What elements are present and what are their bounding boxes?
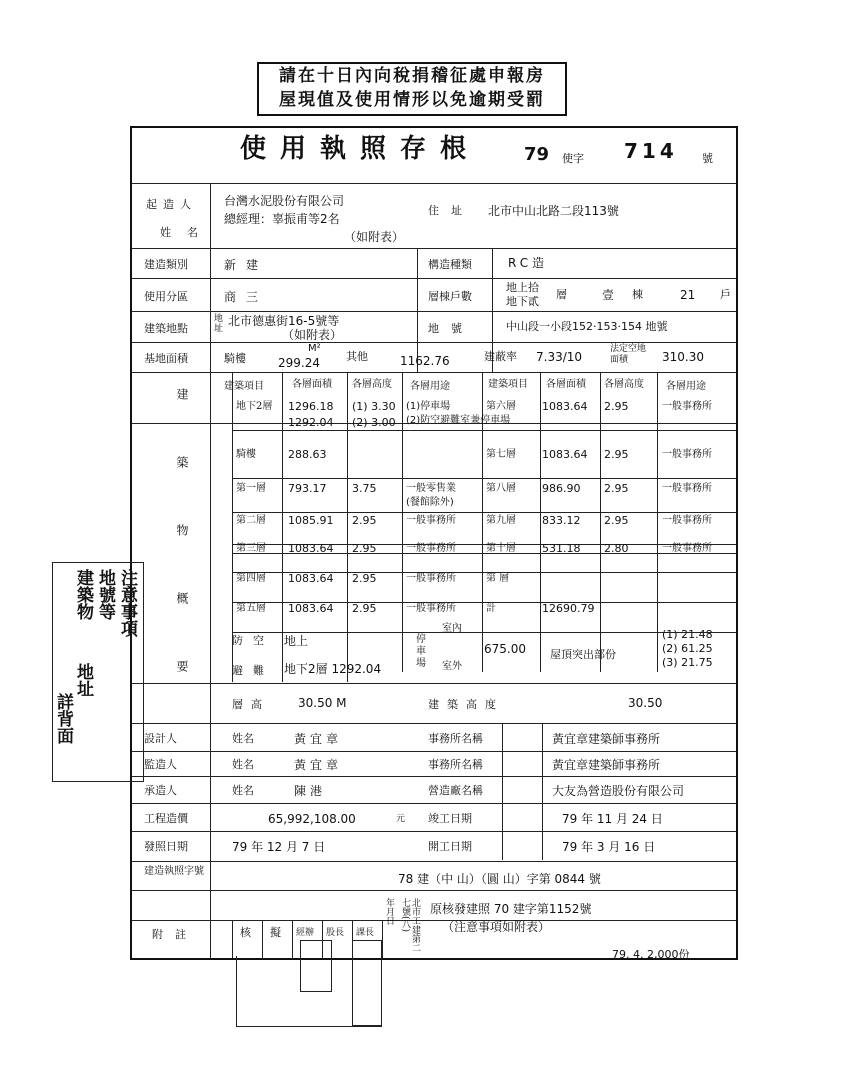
floor-label: 第二層 — [236, 515, 266, 526]
roof-value-2: (2) 61.25 — [662, 642, 713, 655]
permit-label: 建造執照字號 — [144, 866, 204, 877]
floor-area: 833.12 — [542, 514, 581, 527]
supervisor-office-label: 事務所名稱 — [428, 758, 483, 771]
other-value: 1162.76 — [400, 354, 450, 368]
use-zone-value: 商三 — [224, 290, 269, 304]
building-type-value: 新建 — [224, 258, 269, 272]
permit-note: （注意事項如附表） — [442, 920, 551, 934]
floor-label: 第五層 — [236, 603, 266, 614]
start-label: 開工日期 — [428, 840, 472, 853]
stamp-receipt: 北市工建第二七號(八) — [400, 898, 420, 952]
contractor-firm: 大友為營造股份有限公司 — [552, 784, 685, 798]
form-title: 使用執照存根 — [240, 134, 481, 164]
structure-value: RC造 — [508, 256, 549, 270]
section-label: 建築物概要 — [175, 388, 189, 728]
site-attached: （如附表） — [282, 328, 343, 342]
floor-use-2: (餐館除外) — [406, 497, 454, 508]
floor-label: 第一層 — [236, 483, 266, 494]
side-note — [52, 562, 144, 782]
owner-label-a: 起造人 — [146, 198, 197, 211]
site-label: 建築地點 — [144, 322, 188, 335]
contractor-firm-label: 營造廠名稱 — [428, 784, 483, 797]
side-note-col-4: 地址 — [73, 663, 93, 697]
floor-area-2: 1292.04 — [288, 416, 334, 429]
floor-label: 第六層 — [486, 401, 516, 412]
stamp-date-note: 年月日 — [384, 898, 394, 925]
floor-area: 1083.64 — [288, 602, 334, 615]
floor-area: 986.90 — [542, 482, 581, 495]
official-stamp-2 — [352, 940, 382, 1026]
parking-outdoor-label: 室外 — [442, 661, 462, 672]
civil-defense-value: 地上 — [284, 634, 309, 648]
side-note-col-3: 建築物 — [73, 569, 93, 620]
floor-height-2: (2) 3.00 — [352, 416, 396, 429]
official-stamp-1 — [300, 940, 332, 992]
open-space-value: 310.30 — [662, 350, 704, 364]
permit-original: 原核發建照 70 建字第1152號 — [430, 902, 592, 916]
floors-below: 地下貳 — [506, 295, 539, 308]
site-addr-label: 地址 — [214, 314, 224, 334]
roof-label: 屋頂突出部份 — [550, 648, 616, 661]
civil-defense-label: 防空 — [232, 634, 274, 647]
designer-name-label: 姓名 — [232, 732, 254, 745]
supervisor-label: 監造人 — [144, 758, 177, 771]
header-type: 使字 — [562, 152, 584, 165]
floor-use: 一般事務所 — [662, 401, 712, 412]
designer-office-label: 事務所名稱 — [428, 732, 483, 745]
floors-label: 層棟戶數 — [428, 290, 472, 303]
floor-area: 1085.91 — [288, 514, 334, 527]
area-label: 基地面積 — [144, 352, 188, 365]
contractor-name-label: 姓名 — [232, 784, 254, 797]
issue-value: 79 年 12 月 7 日 — [232, 840, 326, 854]
complete-value: 79 年 11 月 24 日 — [562, 812, 663, 826]
floor-area: 1083.64 — [542, 448, 588, 461]
arcade-label: 騎樓 — [224, 352, 246, 365]
floors-above: 地上拾 — [506, 281, 539, 294]
parking-label: 停車場 — [416, 634, 426, 669]
coverage-label: 建蔽率 — [484, 350, 517, 363]
floor-height: 2.95 — [352, 542, 377, 555]
floor-area: 288.63 — [288, 448, 327, 461]
col-use-right: 各層用途 — [666, 381, 706, 392]
parking-indoor-label: 室內 — [442, 623, 462, 634]
designer-office: 黃宜章建築師事務所 — [552, 732, 661, 746]
other-label: 其他 — [346, 350, 368, 363]
owner-name-2: 總經理：辜振甫等2名 — [224, 212, 340, 226]
floor-area: 1296.18 — [288, 400, 334, 413]
complete-label: 竣工日期 — [428, 812, 472, 825]
col-area: 各層面積 — [292, 379, 332, 390]
floor-height: 3.75 — [352, 482, 377, 495]
shelter-value: 地下2層 1292.04 — [284, 662, 382, 676]
floor-use: 一般事務所 — [406, 543, 456, 554]
notice-line-1: 請在十日內向稅捐稽征處申報房 — [279, 66, 545, 86]
floor-use: 一般事務所 — [406, 603, 456, 614]
floor-label: 第七層 — [486, 449, 516, 460]
floor-use: (1)停車場 — [406, 401, 451, 412]
roof-value-3: (3) 21.75 — [662, 656, 713, 669]
floor-use: 一般事務所 — [662, 449, 712, 460]
lot-value: 中山段一小段152·153·154 地號 — [506, 320, 668, 333]
floor-area: 1083.64 — [288, 572, 334, 585]
floor-use: 一般事務所 — [662, 515, 712, 526]
header-suffix: 號 — [702, 152, 713, 165]
floor-height: 2.95 — [352, 514, 377, 527]
floor-area: 12690.79 — [542, 602, 595, 615]
issue-label: 發照日期 — [144, 840, 188, 853]
col-area-right: 各層面積 — [546, 379, 586, 390]
supervisor-name: 黃宜章 — [294, 758, 343, 772]
col-item-right: 建築項目 — [488, 379, 528, 390]
floor-use: 一般事務所 — [662, 483, 712, 494]
arcade-value: 299.24 — [278, 356, 320, 370]
remark-label: 附註 — [152, 928, 198, 941]
stamp-col-3: 經辦 — [296, 928, 315, 938]
owner-name-1: 台灣水泥股份有限公司 — [224, 194, 345, 208]
floor-height: 2.95 — [604, 400, 629, 413]
col-item: 建築項目 — [224, 381, 264, 392]
structure-label: 構造種類 — [428, 258, 472, 271]
notice-box — [257, 62, 567, 116]
parking-indoor-value: 675.00 — [484, 642, 526, 656]
floor-area: 1083.64 — [288, 542, 334, 555]
floor-label: 第三層 — [236, 543, 266, 554]
designer-name: 黃宜章 — [294, 732, 343, 746]
use-zone-label: 使用分區 — [144, 290, 188, 303]
stamp-col-5: 課長 — [356, 928, 375, 938]
arcade-unit: M² — [308, 343, 321, 354]
floor-height: 2.95 — [352, 602, 377, 615]
building-unit: 棟 — [632, 288, 643, 301]
floor-height: 2.95 — [352, 572, 377, 585]
header-number: 714 — [624, 139, 678, 163]
floor-area: 793.17 — [288, 482, 327, 495]
cost-unit: 元 — [396, 814, 406, 824]
floor-height-label: 層高 — [232, 698, 270, 711]
floor-height: (1) 3.30 — [352, 400, 396, 413]
designer-label: 設計人 — [144, 732, 177, 745]
floor-use: 一般事務所 — [406, 515, 456, 526]
household-count: 21 — [680, 288, 696, 302]
contractor-label: 承造人 — [144, 784, 177, 797]
side-note-col-1: 注意事項 — [117, 569, 137, 637]
print-info: 79. 4. 2,000份 — [612, 948, 690, 961]
building-height-label: 建築高度 — [428, 698, 504, 711]
open-space-label: 法定空地面積 — [610, 344, 647, 365]
building-type-label: 建造類別 — [144, 258, 188, 271]
floor-use: 一般零售業 — [406, 483, 456, 494]
floor-height: 2.95 — [604, 482, 629, 495]
floor-use-2: (2)防空避難室兼停車場 — [406, 415, 511, 426]
lot-label: 地號 — [428, 322, 474, 335]
site-address: 北市德惠街16-5號等 — [228, 314, 340, 328]
header-year: 79 — [524, 144, 550, 165]
start-value: 79 年 3 月 16 日 — [562, 840, 656, 854]
floor-area: 1083.64 — [542, 400, 588, 413]
shelter-label: 避難 — [232, 664, 274, 677]
permit-form — [130, 126, 738, 960]
floor-label: 第四層 — [236, 573, 266, 584]
col-height-right: 各層高度 — [604, 379, 644, 390]
coverage-value: 7.33/10 — [536, 350, 583, 364]
permit-value: 78 建（中 山）（圓 山）字第 0844 號 — [398, 872, 601, 886]
notice-line-2: 屋現值及使用情形以免逾期受罰 — [279, 90, 545, 110]
col-use: 各層用途 — [410, 381, 450, 392]
stamp-col-4: 股長 — [326, 928, 345, 938]
floor-label: 騎樓 — [236, 449, 256, 460]
supervisor-name-label: 姓名 — [232, 758, 254, 771]
floor-height: 2.95 — [604, 514, 629, 527]
side-note-back: 詳背面 — [53, 693, 73, 744]
owner-address-label: 住址 — [428, 204, 474, 217]
floor-area: 531.18 — [542, 542, 581, 555]
owner-address: 北市中山北路二段113號 — [488, 204, 619, 218]
owner-label-b: 姓名 — [160, 226, 214, 239]
side-note-col-2: 地號等 — [95, 569, 115, 620]
cost-value: 65,992,108.00 — [268, 812, 356, 826]
floor-use: 一般事務所 — [662, 543, 712, 554]
stamp-col-1: 核 — [240, 926, 251, 939]
cost-label: 工程造價 — [144, 812, 188, 825]
floor-height: 2.95 — [604, 448, 629, 461]
floor-height: 2.80 — [604, 542, 629, 555]
floor-label: 計 — [486, 603, 496, 614]
stamp-col-2: 擬 — [270, 926, 281, 939]
col-height: 各層高度 — [352, 379, 392, 390]
building-height-value: 30.50 — [628, 696, 663, 710]
floor-label: 第八層 — [486, 483, 516, 494]
floor-label: 第 層 — [486, 573, 510, 584]
household-unit: 戶 — [720, 288, 731, 301]
roof-value-1: (1) 21.48 — [662, 628, 713, 641]
building-count: 壹 — [602, 288, 615, 302]
owner-attached: （如附表） — [344, 230, 405, 244]
floor-label: 地下2層 — [236, 401, 273, 412]
floor-height-value: 30.50 M — [298, 696, 347, 710]
supervisor-office: 黃宜章建築師事務所 — [552, 758, 661, 772]
contractor-name: 陳港 — [294, 784, 327, 798]
floor-unit: 層 — [556, 288, 567, 301]
floor-label: 第九層 — [486, 515, 516, 526]
floor-label: 第十層 — [486, 543, 516, 554]
floor-use: 一般事務所 — [406, 573, 456, 584]
